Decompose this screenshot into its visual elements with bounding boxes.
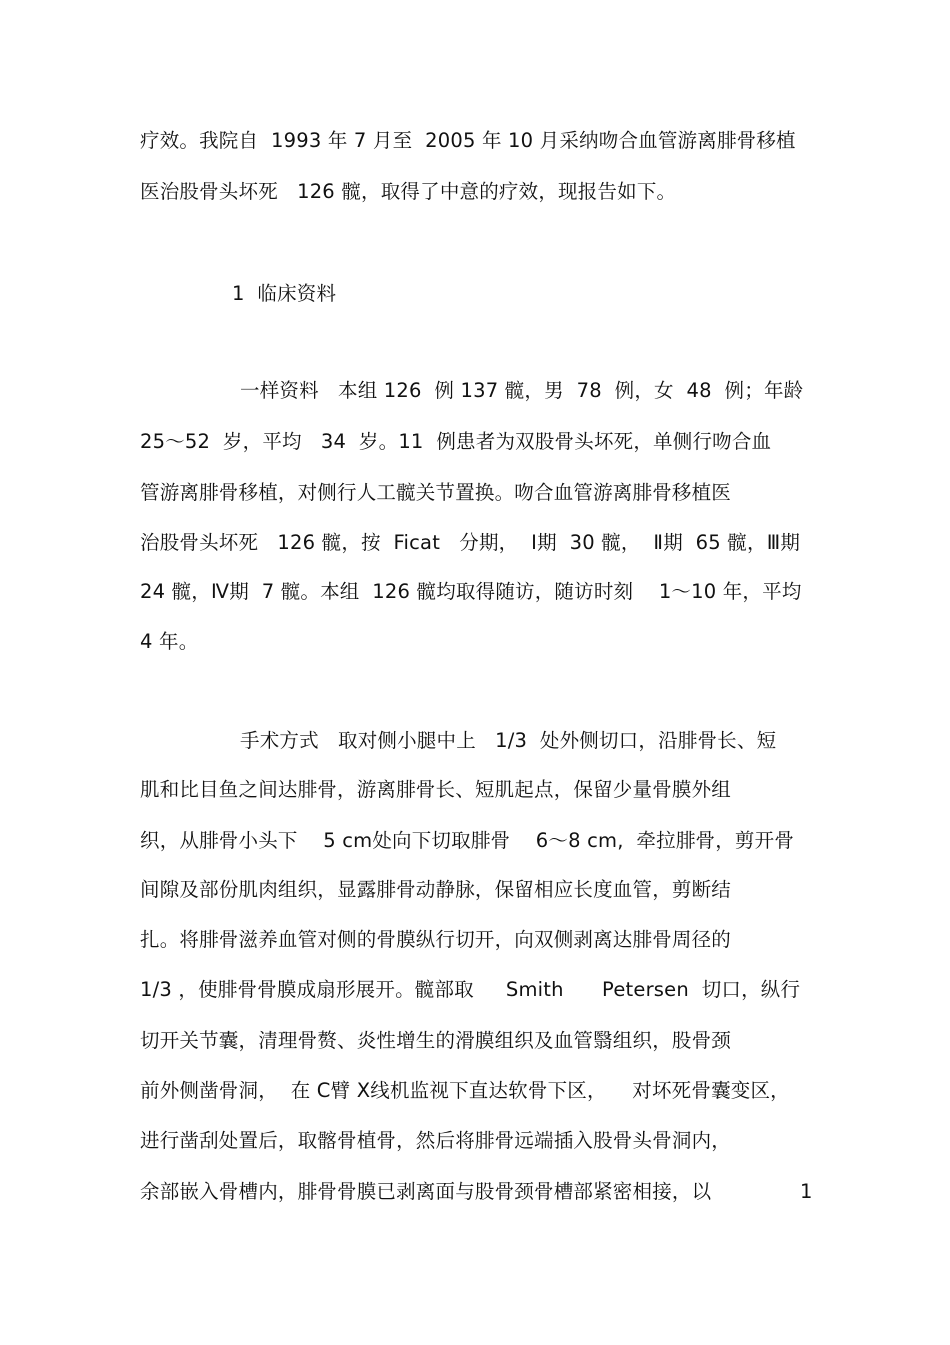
para1-line-3: 管游离腓骨移植，对侧行人工髋关节置换。吻合血管游离腓骨移植医 (140, 481, 732, 504)
section-heading: 1 临床资料 (232, 282, 337, 305)
para1-line-2: 25～52 岁，平均 34 岁。11 例患者为双股骨头坏死，单侧行吻合血 (140, 430, 772, 453)
page-number: 1 (800, 1180, 813, 1203)
para2-line-8: 前外侧凿骨洞， 在 C臂 X线机监视下直达软骨下区， 对坏死骨囊变区， (140, 1079, 790, 1102)
intro-line-1: 疗效。我院自 1993 年 7 月至 2005 年 10 月采纳吻合血管游离腓骨移植 (140, 129, 796, 152)
para2-line-1: 手术方式 取对侧小腿中上 1/3 处外侧切口，沿腓骨长、短 (240, 729, 777, 752)
para2-line-2: 肌和比目鱼之间达腓骨，游离腓骨长、短肌起点，保留少量骨膜外组 (140, 778, 732, 801)
para2-line-5: 扎。将腓骨滋养血管对侧的骨膜纵行切开，向双侧剥离达腓骨周径的 (140, 928, 732, 951)
para1-line-6: 4 年。 (140, 630, 199, 653)
para1-line-4: 治股骨头坏死 126 髋，按 Ficat 分期， Ⅰ期 30 髋， Ⅱ期 65 髋，Ⅲ期 (140, 531, 801, 554)
para2-line-3: 织，从腓骨小头下 5 cm处向下切取腓骨 6～8 cm, 牵拉腓骨，剪开骨 (140, 829, 795, 852)
para2-line-6: 1/3 ，使腓骨骨膜成扇形展开。髋部取 Smith Petersen 切口，纵行 (140, 978, 801, 1001)
para2-line-9: 进行凿刮处置后，取髂骨植骨，然后将腓骨远端插入股骨头骨洞内， (140, 1129, 732, 1152)
para2-line-7: 切开关节囊，清理骨赘、炎性增生的滑膜组织及血管翳组织，股骨颈 (140, 1029, 732, 1052)
para2-line-4: 间隙及部份肌肉组织，显露腓骨动静脉，保留相应长度血管，剪断结 (140, 878, 732, 901)
intro-line-2: 医治股骨头坏死 126 髋，取得了中意的疗效，现报告如下。 (140, 180, 677, 203)
para2-line-10: 余部嵌入骨槽内，腓骨骨膜已剥离面与股骨颈骨槽部紧密相接，以 (140, 1180, 712, 1203)
para1-line-1: 一样资料 本组 126 例 137 髋，男 78 例，女 48 例；年龄 (240, 379, 804, 402)
para1-line-5: 24 髋，Ⅳ期 7 髋。本组 126 髋均取得随访，随访时刻 1～10 年，平均 (140, 580, 802, 603)
